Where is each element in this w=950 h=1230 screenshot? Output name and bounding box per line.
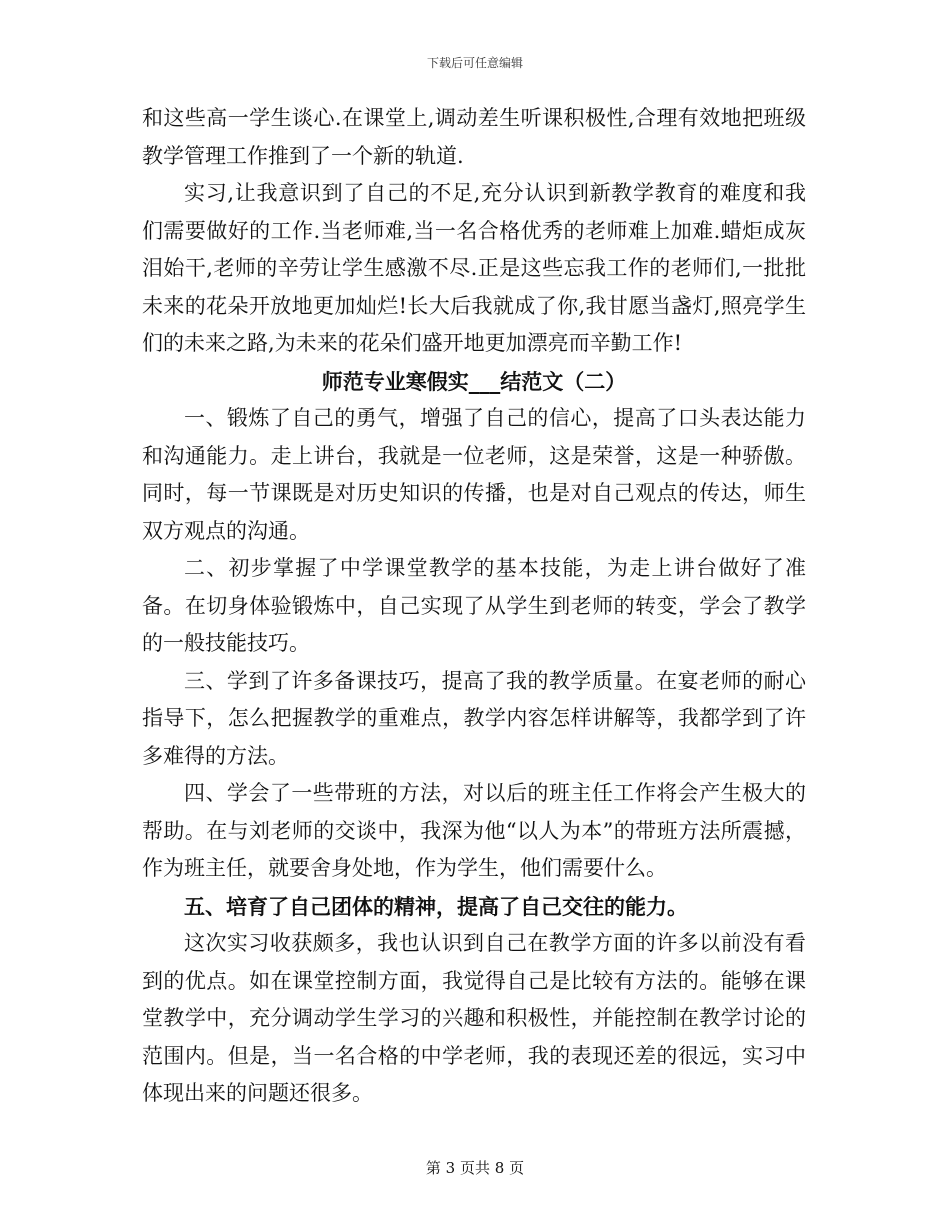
paragraph-4: 二、初步掌握了中学课堂教学的基本技能，为走上讲台做好了准备。在切身体验锻炼中，自己实现了从学生到老师的转变，学会了教学的一般技能技巧。 — [142, 556, 806, 655]
section-title: 师范专业寒假实___结范文（二） — [321, 368, 627, 394]
paragraph-6: 四、学会了一些带班的方法，对以后的班主任工作将会产生极大的帮助。在与刘老师的交谈中，我深为他“以人为本”的带班方法所震撼，作为班主任，就要舍身处地，作为学生，他们需要什么。 — [142, 781, 806, 880]
paragraph-2: 实习,让我意识到了自己的不足,充分认识到新教学教育的难度和我们需要做好的工作.当老师难,当一名合格优秀的老师难上加难.蜡炬成灰泪始干,老师的辛劳让学生感激不尽.正是这些忘我工作的老师们,一批批未来的花朵开放地更加灿烂!长大后我就成了你,我甘愿当盏灯,照亮学生们的未来之路,为未来的花朵们盛开地更加漂亮而辛勤工作! — [142, 181, 806, 355]
paragraph-7-bold: 五、培育了自己团体的精神，提高了自己交往的能力。 — [184, 893, 688, 919]
paragraph-8: 这次实习收获颇多，我也认识到自己在教学方面的许多以前没有看到的优点。如在课堂控制方面，我觉得自己是比较有方法的。能够在课堂教学中，充分调动学生学习的兴趣和积极性，并能控制在教学讨论的范围内。但是，当一名合格的中学老师，我的表现还差的很远，实习中体现出来的问题还很多。 — [142, 931, 806, 1105]
header-note: 下载后可任意编辑 — [426, 56, 523, 70]
page-number: 第 3 页共 8 页 — [425, 1159, 525, 1177]
document-body — [142, 100, 806, 1113]
paragraph-3: 一、锻炼了自己的勇气，增强了自己的信心，提高了口头表达能力和沟通能力。走上讲台，我就是一位老师，这是荣誉，这是一种骄傲。同时，每一节课既是对历史知识的传播，也是对自己观点的传达，师生双方观点的沟通。 — [142, 406, 806, 543]
paragraph-5: 三、学到了许多备课技巧，提高了我的教学质量。在宴老师的耐心指导下，怎么把握教学的重难点，教学内容怎样讲解等，我都学到了许多难得的方法。 — [142, 668, 806, 768]
paragraph-1: 和这些高一学生谈心.在课堂上,调动差生听课积极性,合理有效地把班级教学管理工作推到了一个新的轨道. — [142, 106, 806, 168]
